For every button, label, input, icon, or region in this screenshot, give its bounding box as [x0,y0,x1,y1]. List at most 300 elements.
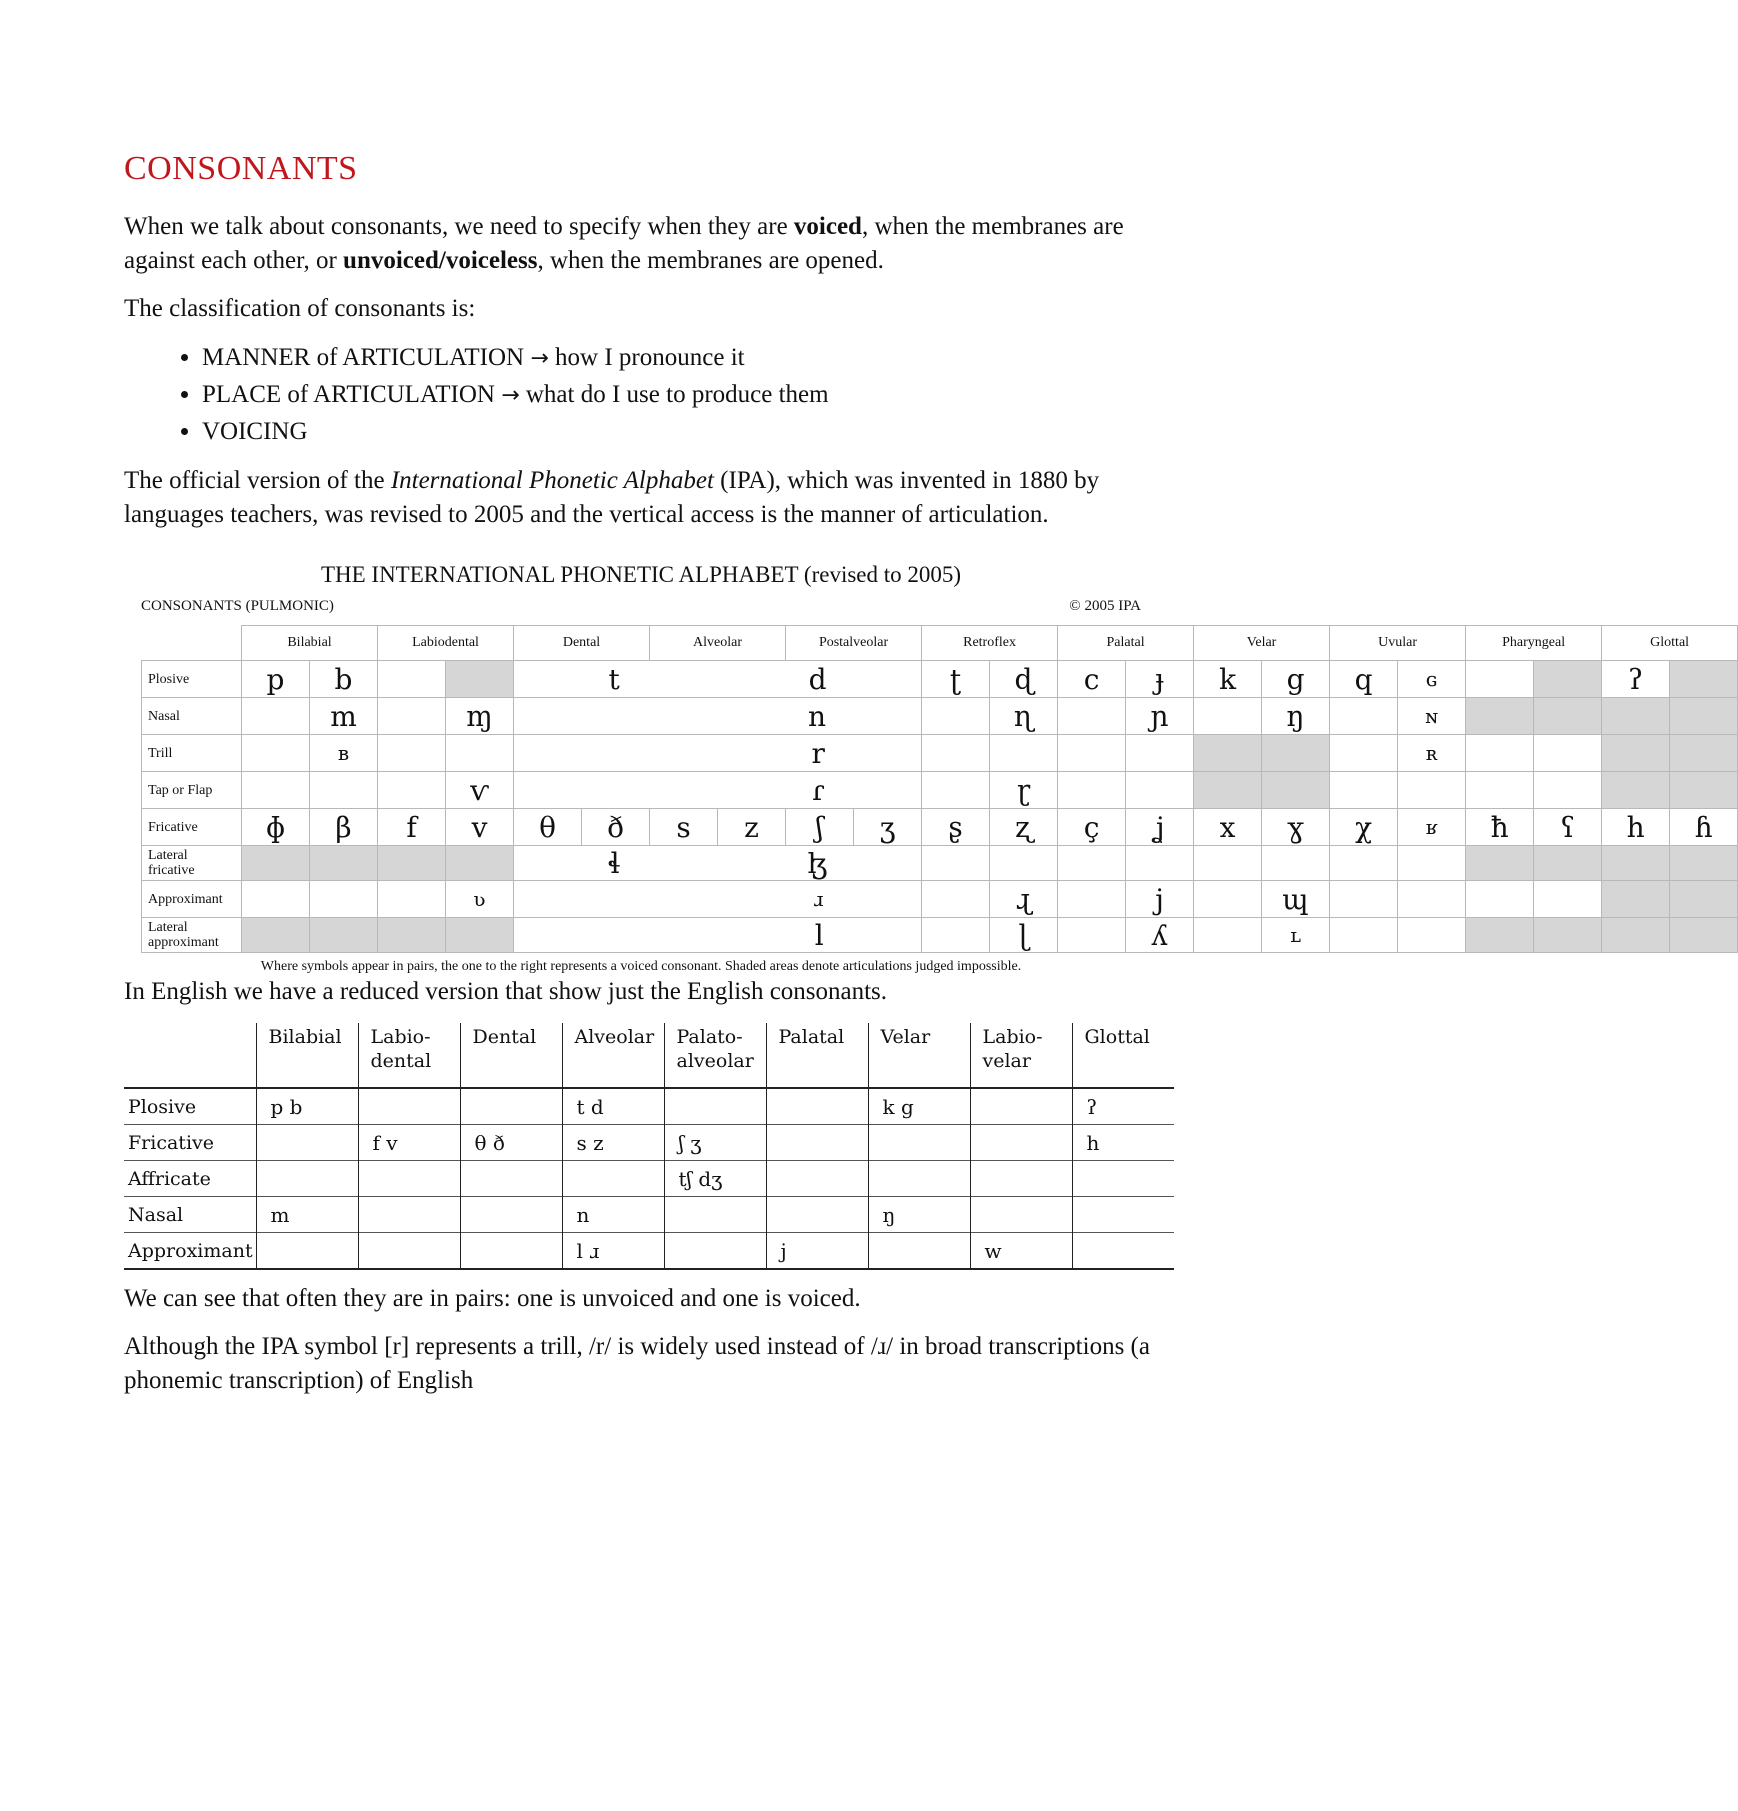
ipa-empty-cell [1194,881,1262,918]
ipa-impossible-cell [310,918,378,953]
english-cell [868,1125,970,1161]
ipa-empty-cell [310,772,378,809]
ipa-impossible-cell [1670,846,1738,881]
english-cell [970,1161,1072,1197]
ipa-empty-cell [446,735,514,772]
ipa-symbol: ʙ [310,735,378,772]
ipa-col-header: Pharyngeal [1466,626,1602,661]
ipa-symbol: ʋ [446,881,514,918]
ipa-row-label: Fricative [142,809,242,846]
ipa-merged-cell [514,918,922,953]
ipa-symbol: ʂ [922,809,990,846]
ipa-symbol: ŋ [1262,698,1330,735]
ipa-empty-cell [1126,846,1194,881]
voiced-term: voiced [793,213,862,240]
ipa-impossible-cell [1602,881,1670,918]
ipa-chart-title: THE INTERNATIONAL PHONETIC ALPHABET (revised to 2005) [320,562,962,587]
english-col-header [970,1023,1072,1088]
ipa-impossible-cell [378,846,446,881]
ipa-symbol: b [310,661,378,698]
pairs-paragraph: We can see that often they are in pairs: one is unvoiced and one is voiced. [124,1285,861,1312]
ipa-impossible-cell [1670,661,1738,698]
ipa-empty-cell [378,698,446,735]
ipa-symbol: ɽ [990,772,1058,809]
ipa-impossible-cell [378,918,446,953]
ipa-empty-cell [1398,918,1466,953]
english-cell [970,1088,1072,1125]
ipa-row-label-line: Lateral [148,920,188,935]
english-row-label: Approximant [124,1233,256,1270]
ipa-symbol: h [1602,809,1670,846]
english-col-header [562,1023,664,1088]
ipa-symbol: ʐ [990,809,1058,846]
english-cell [664,1088,766,1125]
ipa-symbol: ɢ [1398,661,1466,698]
ipa-symbol: l [814,918,824,952]
ipa-spacer [609,700,618,733]
ipa-name: International Phonetic Alphabet [390,467,714,494]
ipa-empty-cell [1058,772,1126,809]
ipa-symbol: ɳ [990,698,1058,735]
english-corner-cell [124,1023,256,1088]
page-title: CONSONANTS [124,150,358,187]
ipa-consonant-table [141,625,1738,953]
ipa-col-header: Palatal [1058,626,1194,661]
english-col-header-line: Glottal [1084,1026,1150,1048]
ipa-symbol: r [811,736,825,770]
ipa-empty-cell [1534,772,1602,809]
ipa-header-row [142,626,1738,661]
ipa-symbol: ʒ [854,809,922,846]
english-cell [970,1197,1072,1233]
ipa-empty-cell [922,772,990,809]
ipa-symbol-pair [514,774,921,807]
arrow-icon: → [501,383,520,408]
ipa-impossible-cell [1466,846,1534,881]
english-cell: tʃ dʒ [664,1161,766,1197]
ipa-chart-footnote: Where symbols appear in pairs, the one to the right represents a voiced consonant. Shaded areas denote articulations judged impossible. [260,959,1022,974]
ipa-empty-cell [242,772,310,809]
intro-paragraph [124,210,1184,278]
ipa-symbol: ɾ [812,773,825,807]
ipa-row-nasal [142,698,1738,735]
classification-paragraph: The classification of consonants is: [124,295,476,322]
ipa-empty-cell [1466,772,1534,809]
ipa-impossible-cell [1602,846,1670,881]
table-row [124,1233,1174,1270]
ipa-empty-cell [1330,698,1398,735]
table-row [124,1125,1174,1161]
ipa-symbol: ʁ [1398,809,1466,846]
ipa-impossible-cell [1534,846,1602,881]
ipa-row-fricative [142,809,1738,846]
english-cell [358,1088,460,1125]
list-item [202,414,1184,450]
ipa-symbol: c [1058,661,1126,698]
english-cell [868,1233,970,1270]
english-cell [970,1125,1072,1161]
english-cell [358,1161,460,1197]
intro-text: When we talk about consonants, we need to specify when they are [124,213,794,240]
list-item-label: PLACE of ARTICULATION [202,381,495,408]
english-cell [1072,1233,1174,1270]
ipa-merged-cell [514,735,922,772]
english-cell: θ ð [460,1125,562,1161]
ipa-symbol: ʟ [1262,918,1330,953]
english-col-header [664,1023,766,1088]
ipa-symbol: s [650,809,718,846]
ipa-chart-subtitle-left: CONSONANTS (PULMONIC) [141,598,334,614]
ipa-symbol: p [242,661,310,698]
ipa-col-header: Uvular [1330,626,1466,661]
ipa-symbol: q [1330,661,1398,698]
ipa-symbol: t [608,662,620,696]
english-row-label: Plosive [124,1088,256,1125]
english-header-row [124,1023,1174,1088]
ipa-symbol: ɭ [990,918,1058,953]
list-item [202,377,1184,414]
ipa-empty-cell [1058,846,1126,881]
ipa-empty-cell [1398,846,1466,881]
ipa-symbol-pair [514,919,921,952]
ipa-symbol-pair [514,737,921,770]
ipa-paragraph [124,464,1184,532]
ipa-empty-cell [1330,918,1398,953]
ipa-col-header: Bilabial [242,626,378,661]
ipa-empty-cell [1330,735,1398,772]
ipa-symbol: ð [582,809,650,846]
ipa-empty-cell [242,881,310,918]
ipa-empty-cell [310,881,378,918]
english-col-header-line: Palatal [778,1026,845,1048]
ipa-symbol: ʈ [922,661,990,698]
english-cell [358,1233,460,1270]
ipa-row-label [142,846,242,881]
ipa-symbol: ʀ [1398,735,1466,772]
english-cell: j [766,1233,868,1270]
ipa-symbol: β [310,809,378,846]
arrow-icon: → [530,346,549,371]
english-cell: k g [868,1088,970,1125]
table-row [124,1088,1174,1125]
english-cell [460,1088,562,1125]
english-col-header [766,1023,868,1088]
ipa-impossible-cell [1262,772,1330,809]
english-cell: m [256,1197,358,1233]
ipa-symbol: ç [1058,809,1126,846]
english-col-header-line: dental [370,1050,432,1072]
ipa-col-header: Alveolar [650,626,786,661]
list-item-label: MANNER of ARTICULATION [202,344,525,371]
ipa-empty-cell [1126,772,1194,809]
english-cell: ʃ ʒ [664,1125,766,1161]
trill-paragraph: Although the IPA symbol [r] represents a trill, /r/ is widely used instead of /ɹ/ in broad transcriptions (a phonemic transcription) of English [124,1333,1150,1394]
ipa-row-label [142,918,242,953]
ipa-empty-cell [990,735,1058,772]
ipa-impossible-cell [1670,918,1738,953]
ipa-symbol: v [446,809,514,846]
ipa-symbol: d [808,662,827,696]
ipa-merged-cell [514,661,922,698]
ipa-empty-cell [1330,881,1398,918]
ipa-row-trill [142,735,1738,772]
ipa-symbol: ʝ [1126,809,1194,846]
english-cell [1072,1197,1174,1233]
ipa-empty-cell [990,846,1058,881]
list-item-text: what do I use to produce them [525,381,829,408]
english-cell: f v [358,1125,460,1161]
english-col-header-line: Velar [880,1026,931,1048]
english-col-header-line: velar [982,1050,1031,1072]
ipa-col-header: Retroflex [922,626,1058,661]
ipa-impossible-cell [446,918,514,953]
english-col-header-line: Dental [472,1026,537,1048]
ipa-impossible-cell [1534,661,1602,698]
ipa-impossible-cell [1670,735,1738,772]
ipa-spacer [611,919,620,952]
english-row-label: Nasal [124,1197,256,1233]
ipa-symbol: ħ [1466,809,1534,846]
ipa-symbol: ʕ [1534,809,1602,846]
ipa-empty-cell [1466,881,1534,918]
list-item [202,340,1184,377]
ipa-symbol: ɹ [813,887,824,911]
ipa-symbol: ʃ [786,809,854,846]
english-col-header [256,1023,358,1088]
ipa-text: (IPA), which was invented in 1880 by languages teachers, was revised to 2005 and the vertical access is the manner of articulation. [124,467,1100,528]
ipa-symbol: n [807,699,827,733]
unvoiced-term: unvoiced/voiceless [343,247,538,274]
intro-text: , when the membranes are against each other, or [124,213,1124,274]
ipa-row-label: Tap or Flap [142,772,242,809]
english-col-header-line: Palato- [676,1026,743,1048]
ipa-row-lateral-approximant [142,918,1738,953]
english-cell: ʔ [1072,1088,1174,1125]
ipa-empty-cell [1534,881,1602,918]
ipa-empty-cell [1466,735,1534,772]
list-item-text: how I pronounce it [555,344,745,371]
ipa-row-label-line: approximant [148,935,219,950]
english-cell [256,1125,358,1161]
ipa-text: The official version of the [124,467,391,494]
ipa-symbol: ɸ [242,809,310,846]
ipa-row-label-line: fricative [148,863,195,878]
ipa-symbol-pair [514,887,921,911]
english-cell [460,1197,562,1233]
ipa-impossible-cell [1262,735,1330,772]
ipa-symbol: g [1262,661,1330,698]
ipa-spacer [610,737,619,770]
ipa-chart-figure [141,562,1713,975]
ipa-impossible-cell [1602,772,1670,809]
english-cell: h [1072,1125,1174,1161]
english-col-header-line: Labio- [370,1026,431,1048]
english-cell: s z [562,1125,664,1161]
english-cell [460,1161,562,1197]
ipa-row-tap [142,772,1738,809]
english-cell [664,1197,766,1233]
ipa-chart-subtitle [141,598,1141,615]
english-cell [766,1088,868,1125]
ipa-empty-cell [378,735,446,772]
ipa-symbol: f [378,809,446,846]
english-cell: n [562,1197,664,1233]
english-col-header-line: Alveolar [574,1026,655,1048]
ipa-symbol: ɬ [607,846,621,880]
ipa-spacer [610,774,619,807]
ipa-empty-cell [378,881,446,918]
ipa-row-label-line: Lateral [148,848,188,863]
ipa-symbol: ɴ [1398,698,1466,735]
ipa-symbol: ɟ [1126,661,1194,698]
ipa-row-plosive [142,661,1738,698]
english-consonant-table [124,1023,1174,1270]
ipa-symbol: ɣ [1262,809,1330,846]
classification-list [124,340,1184,450]
english-cell [562,1161,664,1197]
table-row [124,1197,1174,1233]
ipa-impossible-cell [1602,918,1670,953]
ipa-symbol: j [1126,881,1194,918]
ipa-symbol: x [1194,809,1262,846]
english-intro-paragraph: In English we have a reduced version that show just the English consonants. [124,978,888,1005]
ipa-symbol: z [718,809,786,846]
ipa-col-header: Labiodental [378,626,514,661]
ipa-impossible-cell [1670,772,1738,809]
english-cell [358,1197,460,1233]
ipa-impossible-cell [242,918,310,953]
ipa-symbol: ɱ [446,698,514,735]
ipa-empty-cell [1398,772,1466,809]
ipa-empty-cell [1058,698,1126,735]
ipa-impossible-cell [446,846,514,881]
ipa-copyright: © 2005 IPA [1069,598,1141,614]
document-content [124,150,1713,1412]
ipa-symbol: ɦ [1670,809,1738,846]
ipa-spacer [612,887,618,911]
english-cell [766,1125,868,1161]
ipa-symbol-pair [514,663,921,696]
english-row-label: Affricate [124,1161,256,1197]
english-cell: w [970,1233,1072,1270]
ipa-merged-cell [514,846,922,881]
ipa-impossible-cell [242,846,310,881]
ipa-row-approximant [142,881,1738,918]
ipa-empty-cell [378,772,446,809]
ipa-row-lateral-fricative [142,846,1738,881]
ipa-impossible-cell [1194,772,1262,809]
ipa-empty-cell [1058,735,1126,772]
ipa-col-header: Dental [514,626,650,661]
ipa-impossible-cell [1466,698,1534,735]
english-row-label: Fricative [124,1125,256,1161]
ipa-empty-cell [922,881,990,918]
ipa-impossible-cell [1670,698,1738,735]
intro-text: , when the membranes are opened. [537,247,884,274]
ipa-impossible-cell [310,846,378,881]
english-cell: l ɹ [562,1233,664,1270]
english-cell [766,1197,868,1233]
english-cell: p b [256,1088,358,1125]
english-col-header-line: alveolar [676,1050,754,1072]
ipa-row-label: Approximant [142,881,242,918]
ipa-row-label: Nasal [142,698,242,735]
ipa-impossible-cell [1534,918,1602,953]
ipa-symbol: ɖ [990,661,1058,698]
ipa-impossible-cell [1194,735,1262,772]
english-cell [868,1161,970,1197]
ipa-symbol: ɻ [990,881,1058,918]
ipa-empty-cell [1058,918,1126,953]
ipa-symbol: ʔ [1602,661,1670,698]
ipa-empty-cell [922,846,990,881]
english-col-header-line: Bilabial [268,1026,342,1048]
english-col-header-line: Labio- [982,1026,1043,1048]
ipa-impossible-cell [446,661,514,698]
ipa-symbol-pair [514,700,921,733]
ipa-empty-cell [922,918,990,953]
table-row [124,1161,1174,1197]
ipa-col-header: Glottal [1602,626,1738,661]
ipa-empty-cell [1534,735,1602,772]
english-col-header [460,1023,562,1088]
ipa-empty-cell [1058,881,1126,918]
ipa-empty-cell [242,735,310,772]
ipa-merged-cell [514,698,922,735]
english-col-header [1072,1023,1174,1088]
ipa-empty-cell [1262,846,1330,881]
ipa-impossible-cell [1534,698,1602,735]
ipa-empty-cell [1126,735,1194,772]
ipa-symbol: m [310,698,378,735]
ipa-empty-cell [922,735,990,772]
ipa-merged-cell [514,772,922,809]
ipa-empty-cell [1194,698,1262,735]
ipa-symbol: ɰ [1262,881,1330,918]
english-cell [256,1233,358,1270]
english-col-header [358,1023,460,1088]
ipa-impossible-cell [1670,881,1738,918]
ipa-impossible-cell [1466,918,1534,953]
ipa-col-header: Velar [1194,626,1330,661]
english-cell [1072,1161,1174,1197]
ipa-empty-cell [378,661,446,698]
english-cell [664,1233,766,1270]
ipa-col-header: Postalveolar [786,626,922,661]
ipa-empty-cell [1194,918,1262,953]
english-cell [256,1161,358,1197]
ipa-impossible-cell [1602,698,1670,735]
ipa-row-label: Plosive [142,661,242,698]
ipa-empty-cell [1330,846,1398,881]
ipa-row-label: Trill [142,735,242,772]
english-col-header [868,1023,970,1088]
ipa-symbol: θ [514,809,582,846]
ipa-empty-cell [242,698,310,735]
english-cell [766,1161,868,1197]
english-cell [460,1233,562,1270]
ipa-symbol-pair [514,847,921,880]
ipa-empty-cell [1330,772,1398,809]
ipa-impossible-cell [1602,735,1670,772]
ipa-empty-cell [1194,846,1262,881]
ipa-symbol: ʎ [1126,918,1194,953]
ipa-symbol: ɮ [807,846,828,880]
english-cell: t d [562,1088,664,1125]
ipa-symbol: k [1194,661,1262,698]
ipa-symbol: χ [1330,809,1398,846]
ipa-symbol: ɲ [1126,698,1194,735]
